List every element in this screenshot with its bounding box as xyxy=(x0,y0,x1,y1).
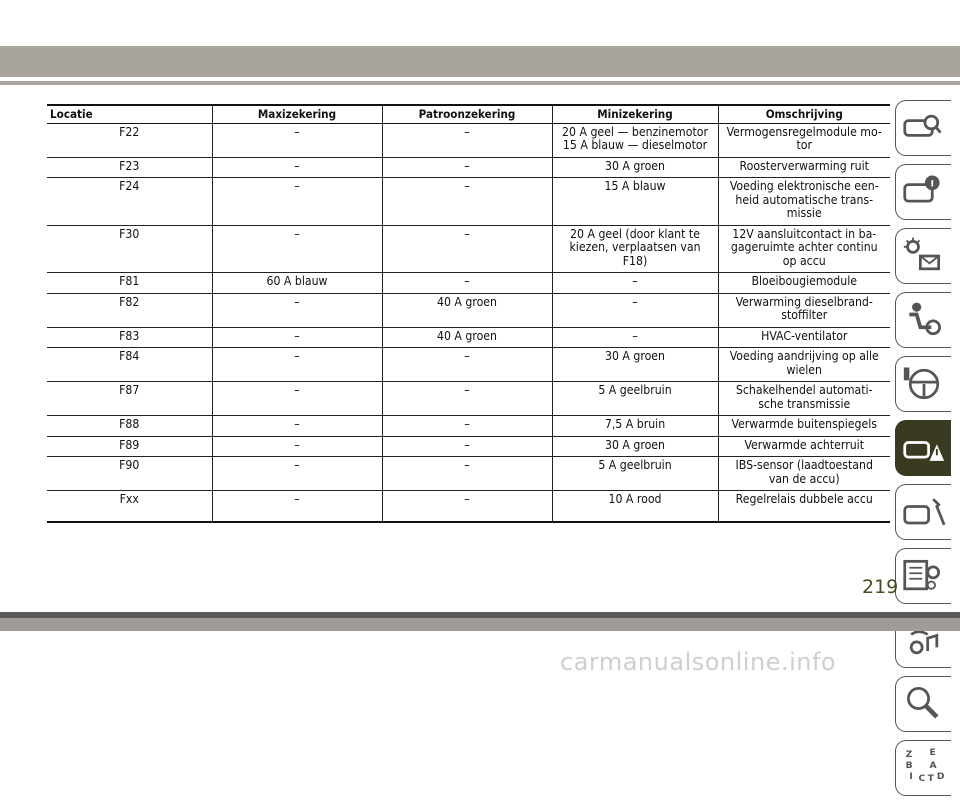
cell-omschrijving: Verwarmde achterruit xyxy=(718,436,890,457)
page-number: 219 xyxy=(862,576,899,598)
cell-locatie: F88 xyxy=(47,416,212,437)
cell-omschrijving: Roosterverwarming ruit xyxy=(718,157,890,178)
chapter-tab-11[interactable] xyxy=(895,740,951,796)
cell-minizekering: 5 A geelbruin xyxy=(552,382,718,416)
header-maxizekering: Maxizekering xyxy=(212,105,382,123)
cell-patroonzekering: – xyxy=(382,157,552,178)
cell-omschrijving: HVAC-ventilator xyxy=(718,327,890,348)
svg-text:I: I xyxy=(909,771,913,782)
table-row xyxy=(47,225,890,273)
cell-minizekering: 20 A geel (door klant te kiezen, verplaatsen van F18) xyxy=(552,225,718,273)
svg-text:T: T xyxy=(927,772,934,784)
cell-minizekering: – xyxy=(552,273,718,294)
svg-text:Z: Z xyxy=(905,749,913,760)
cell-maxizekering: – xyxy=(212,293,382,327)
cell-maxizekering: – xyxy=(212,491,382,522)
header-locatie: Locatie xyxy=(47,105,212,123)
cell-omschrijving: Verwarmde buitenspiegels xyxy=(718,416,890,437)
table-row xyxy=(47,293,890,327)
cell-patroonzekering: – xyxy=(382,348,552,382)
svg-text:A: A xyxy=(929,760,937,771)
cell-patroonzekering: – xyxy=(382,123,552,157)
header-omschrijving: Omschrijving xyxy=(718,105,890,123)
table-row xyxy=(47,457,890,491)
cell-omschrijving: Vermogensregelmodule mo- tor xyxy=(718,123,890,157)
cell-locatie: F81 xyxy=(47,273,212,294)
cell-minizekering: 7,5 A bruin xyxy=(552,416,718,437)
cell-patroonzekering: – xyxy=(382,178,552,226)
cell-locatie: F89 xyxy=(47,436,212,457)
watermark: carmanualsonline.info xyxy=(560,648,837,676)
chapter-tab-8[interactable] xyxy=(895,548,951,604)
table-row xyxy=(47,273,890,294)
cell-maxizekering: 60 A blauw xyxy=(212,273,382,294)
cell-patroonzekering: 40 A groen xyxy=(382,293,552,327)
cell-maxizekering: – xyxy=(212,348,382,382)
table-row xyxy=(47,491,890,522)
chapter-tab-5[interactable] xyxy=(895,356,951,412)
cell-locatie: F82 xyxy=(47,293,212,327)
cell-locatie: Fxx xyxy=(47,491,212,522)
fuse-table xyxy=(47,104,890,523)
cell-minizekering: 5 A geelbruin xyxy=(552,457,718,491)
cell-patroonzekering: – xyxy=(382,491,552,522)
cell-omschrijving: Voeding aandrijving op alle wielen xyxy=(718,348,890,382)
chapter-tab-6[interactable] xyxy=(895,420,951,476)
cell-maxizekering: – xyxy=(212,123,382,157)
chapter-tabs xyxy=(895,100,955,804)
cell-minizekering: 30 A groen xyxy=(552,157,718,178)
cell-locatie: F30 xyxy=(47,225,212,273)
cell-patroonzekering: – xyxy=(382,457,552,491)
top-header-line xyxy=(0,81,960,85)
cell-omschrijving: IBS-sensor (laadtoestand van de accu) xyxy=(718,457,890,491)
chapter-tab-4[interactable] xyxy=(895,292,951,348)
cell-omschrijving: Verwarming dieselbrand- stoffilter xyxy=(718,293,890,327)
table-row xyxy=(47,157,890,178)
table-row xyxy=(47,327,890,348)
cell-locatie: F84 xyxy=(47,348,212,382)
svg-text:B: B xyxy=(905,760,913,771)
table-header-row xyxy=(47,105,890,123)
cell-minizekering: 30 A groen xyxy=(552,436,718,457)
cell-maxizekering: – xyxy=(212,416,382,437)
cell-locatie: F90 xyxy=(47,457,212,491)
table-row xyxy=(47,436,890,457)
cell-locatie: F83 xyxy=(47,327,212,348)
cell-locatie: F22 xyxy=(47,123,212,157)
table-row xyxy=(47,382,890,416)
cell-patroonzekering: – xyxy=(382,273,552,294)
table-row xyxy=(47,416,890,437)
svg-text:D: D xyxy=(936,771,945,782)
header-patroonzekering: Patroonzekering xyxy=(382,105,552,123)
chapter-tab-10[interactable] xyxy=(895,676,951,732)
cell-omschrijving: Regelrelais dubbele accu xyxy=(718,491,890,522)
cell-omschrijving: Bloeibougiemodule xyxy=(718,273,890,294)
cell-maxizekering: – xyxy=(212,457,382,491)
cell-omschrijving: Voeding elektronische een- heid automatische trans- missie xyxy=(718,178,890,226)
cell-minizekering: 15 A blauw xyxy=(552,178,718,226)
header-minizekering: Minizekering xyxy=(552,105,718,123)
chapter-tab-2[interactable] xyxy=(895,164,951,220)
cell-omschrijving: 12V aansluitcontact in ba- gageruimte achter continu op accu xyxy=(718,225,890,273)
cell-minizekering: – xyxy=(552,327,718,348)
cell-maxizekering: – xyxy=(212,225,382,273)
cell-minizekering: 10 A rood xyxy=(552,491,718,522)
cell-minizekering: 20 A geel — benzinemotor 15 A blauw — dieselmotor xyxy=(552,123,718,157)
chapter-tab-1[interactable] xyxy=(895,100,951,156)
cell-patroonzekering: 40 A groen xyxy=(382,327,552,348)
table-row xyxy=(47,178,890,226)
svg-text:C: C xyxy=(918,772,926,784)
cell-maxizekering: – xyxy=(212,436,382,457)
cell-omschrijving: Schakelhendel automati- sche transmissie xyxy=(718,382,890,416)
table-row xyxy=(47,123,890,157)
chapter-tab-3[interactable] xyxy=(895,228,951,284)
cell-maxizekering: – xyxy=(212,327,382,348)
cell-patroonzekering: – xyxy=(382,436,552,457)
chapter-tab-7[interactable] xyxy=(895,484,951,540)
cell-patroonzekering: – xyxy=(382,416,552,437)
svg-text:E: E xyxy=(929,747,936,759)
bottom-band-light xyxy=(0,618,960,631)
cell-patroonzekering: – xyxy=(382,225,552,273)
cell-minizekering: – xyxy=(552,293,718,327)
table-row xyxy=(47,348,890,382)
cell-locatie: F24 xyxy=(47,178,212,226)
cell-maxizekering: – xyxy=(212,382,382,416)
cell-maxizekering: – xyxy=(212,157,382,178)
cell-minizekering: 30 A groen xyxy=(552,348,718,382)
cell-locatie: F87 xyxy=(47,382,212,416)
cell-locatie: F23 xyxy=(47,157,212,178)
top-header-band xyxy=(0,46,960,77)
cell-patroonzekering: – xyxy=(382,382,552,416)
cell-maxizekering: – xyxy=(212,178,382,226)
